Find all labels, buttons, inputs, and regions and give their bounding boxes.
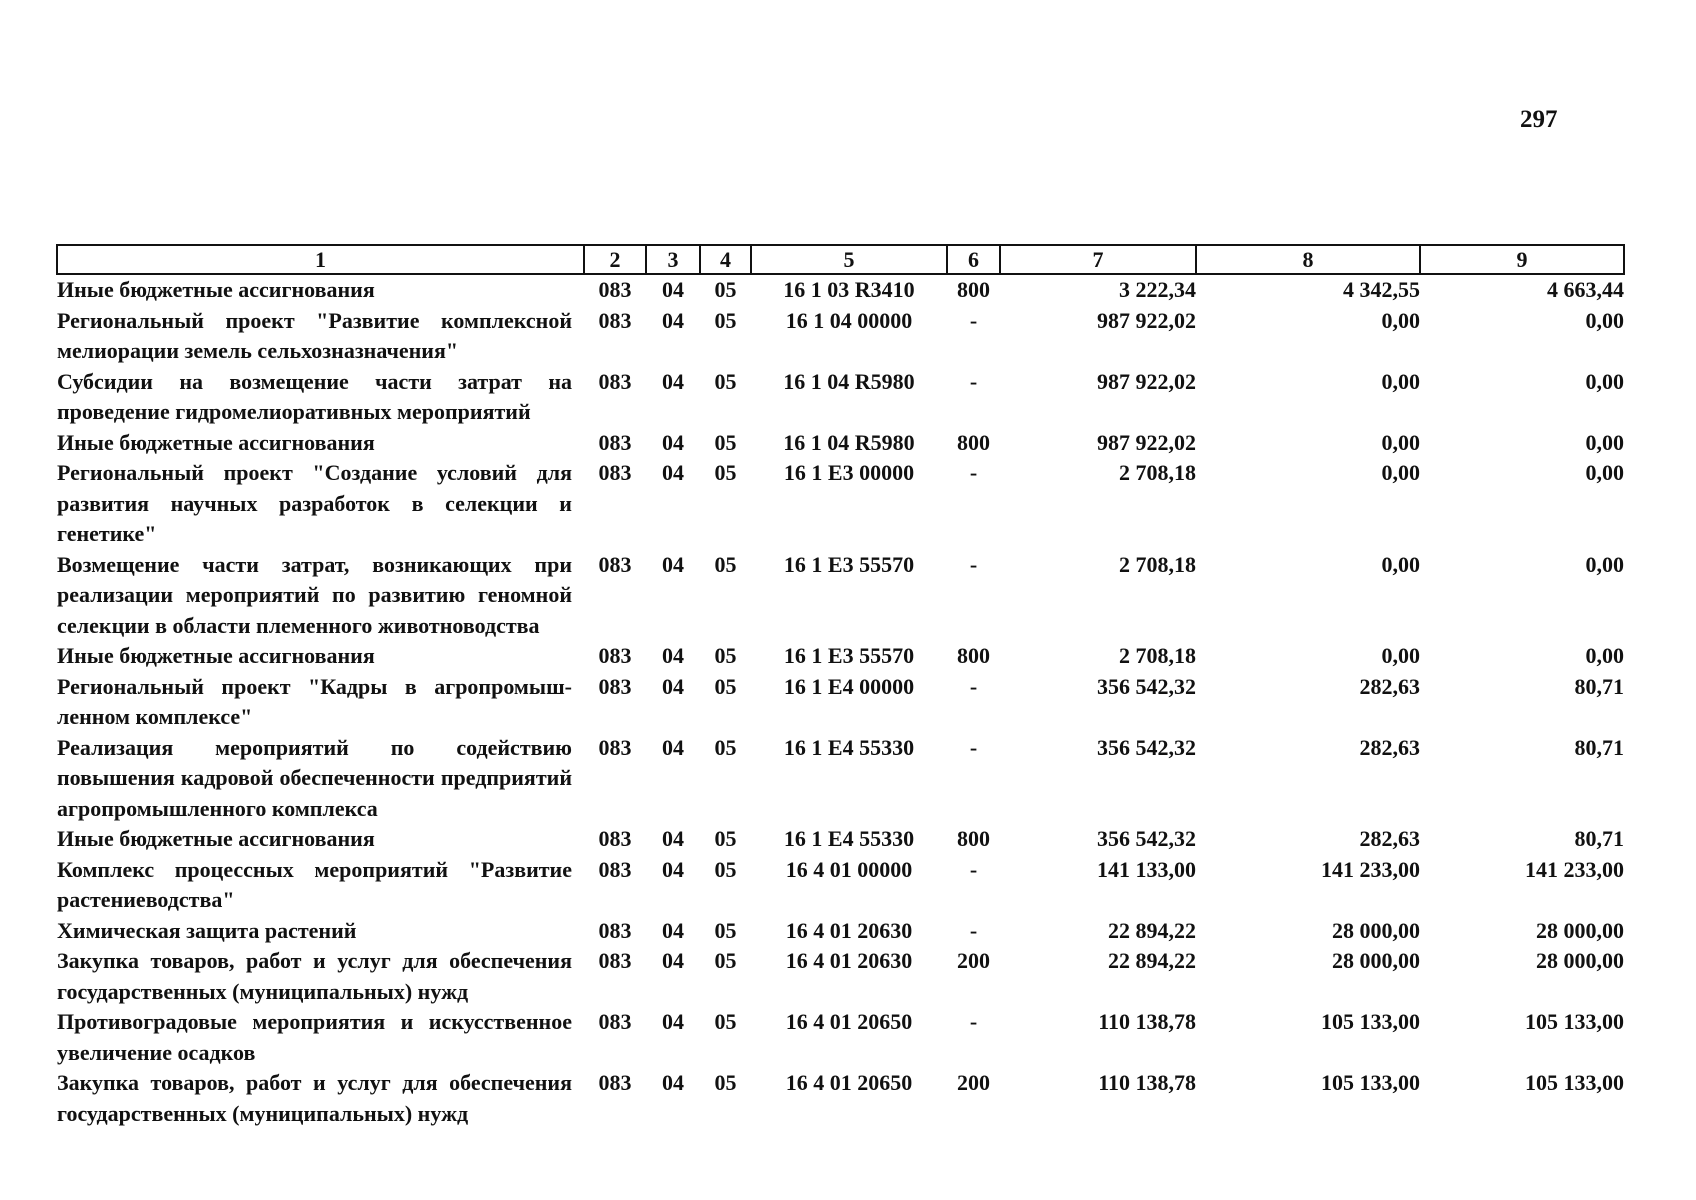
row-target-article: 16 4 01 20630 bbox=[785, 917, 913, 943]
row-subsection: 05 bbox=[714, 460, 737, 485]
row-amount-col9: 105 133,00 bbox=[1525, 1009, 1624, 1034]
table-row bbox=[57, 824, 1624, 855]
row-expense-type: - bbox=[969, 734, 978, 760]
table-row bbox=[57, 916, 1624, 947]
row-name: Закупка товаров, работ и услуг для обеспечения государственных (муниципальных) нужд bbox=[57, 948, 572, 1004]
table-row bbox=[57, 274, 1624, 306]
table-body bbox=[57, 274, 1624, 1129]
row-amount-col7: 356 542,32 bbox=[1097, 673, 1196, 699]
row-section: 04 bbox=[662, 917, 684, 943]
row-subsection: 05 bbox=[714, 307, 737, 333]
row-subsection: 05 bbox=[714, 429, 737, 455]
row-name: Иные бюджетные ассигнования bbox=[57, 643, 375, 668]
row-section: 04 bbox=[662, 429, 684, 455]
row-expense-type: 800 bbox=[957, 429, 990, 455]
row-amount-col8: 0,00 bbox=[1381, 643, 1420, 668]
row-amount-col7: 110 138,78 bbox=[1098, 1070, 1196, 1095]
row-amount-col7: 22 894,22 bbox=[1108, 917, 1196, 943]
row-expense-type: 800 bbox=[957, 643, 990, 668]
row-amount-col7: 3 222,34 bbox=[1119, 277, 1196, 302]
table-row bbox=[57, 306, 1624, 367]
row-target-article: 16 4 01 20650 bbox=[785, 1070, 913, 1095]
row-code: 083 bbox=[598, 429, 632, 455]
header-col-2: 2 bbox=[584, 245, 646, 274]
row-amount-col9: 0,00 bbox=[1585, 429, 1624, 455]
row-target-article: 16 1 E3 55570 bbox=[783, 643, 915, 668]
table-row bbox=[57, 733, 1624, 825]
row-amount-col9: 80,71 bbox=[1574, 734, 1624, 760]
row-subsection: 05 bbox=[714, 856, 737, 882]
row-amount-col9: 4 663,44 bbox=[1547, 277, 1624, 302]
row-section: 04 bbox=[662, 307, 684, 333]
row-name: Противоградовые мероприятия и искусственное увеличение осадков bbox=[57, 1009, 572, 1065]
table-row bbox=[57, 641, 1624, 672]
row-amount-col9: 141 233,00 bbox=[1525, 856, 1624, 882]
row-amount-col7: 22 894,22 bbox=[1108, 948, 1196, 973]
row-amount-col8: 282,63 bbox=[1359, 673, 1420, 699]
row-amount-col9: 105 133,00 bbox=[1525, 1070, 1624, 1095]
header-row bbox=[57, 245, 1624, 274]
row-section: 04 bbox=[662, 856, 684, 882]
row-name: Химическая защита растений bbox=[57, 917, 357, 943]
row-section: 04 bbox=[662, 368, 684, 394]
row-amount-col9: 0,00 bbox=[1585, 460, 1624, 485]
row-name: Иные бюджетные ассигнования bbox=[57, 277, 375, 302]
table-row bbox=[57, 428, 1624, 459]
row-section: 04 bbox=[662, 734, 684, 760]
row-amount-col8: 4 342,55 bbox=[1343, 277, 1420, 302]
row-amount-col7: 141 133,00 bbox=[1097, 856, 1196, 882]
row-subsection: 05 bbox=[714, 1070, 737, 1095]
row-expense-type: - bbox=[969, 1009, 978, 1034]
row-section: 04 bbox=[662, 460, 684, 485]
row-code: 083 bbox=[598, 1070, 632, 1095]
row-amount-col7: 2 708,18 bbox=[1119, 551, 1196, 577]
row-target-article: 16 1 E4 00000 bbox=[783, 673, 915, 699]
row-amount-col7: 356 542,32 bbox=[1097, 734, 1196, 760]
header-col-9: 9 bbox=[1420, 245, 1624, 274]
row-section: 04 bbox=[662, 673, 684, 699]
row-target-article: 16 4 01 20630 bbox=[785, 948, 913, 973]
row-name: Комплекс процессных мероприятий "Развитие растениеводства" bbox=[57, 856, 572, 912]
row-amount-col7: 356 542,32 bbox=[1097, 826, 1196, 851]
row-section: 04 bbox=[662, 277, 684, 302]
table-row bbox=[57, 367, 1624, 428]
row-expense-type: - bbox=[969, 307, 978, 333]
row-code: 083 bbox=[598, 826, 632, 851]
row-code: 083 bbox=[598, 277, 632, 302]
header-col-5: 5 bbox=[751, 245, 947, 274]
row-expense-type: - bbox=[969, 856, 978, 882]
row-amount-col9: 0,00 bbox=[1585, 307, 1624, 333]
table-row bbox=[57, 458, 1624, 550]
row-code: 083 bbox=[598, 460, 632, 485]
row-target-article: 16 4 01 20650 bbox=[785, 1009, 913, 1034]
row-name: Субсидии на возмещение части затрат на проведение гидромелиоративных мероприятий bbox=[57, 368, 572, 424]
row-expense-type: - bbox=[969, 917, 978, 943]
row-code: 083 bbox=[598, 948, 632, 973]
row-name: Региональный проект "Кадры в агропромыш-ленном комплексе" bbox=[57, 673, 572, 729]
row-expense-type: 200 bbox=[957, 1070, 990, 1095]
row-amount-col7: 2 708,18 bbox=[1119, 460, 1196, 485]
row-code: 083 bbox=[598, 368, 632, 394]
header-col-8: 8 bbox=[1196, 245, 1420, 274]
table-row bbox=[57, 1007, 1624, 1068]
row-amount-col8: 0,00 bbox=[1381, 307, 1420, 333]
row-amount-col9: 28 000,00 bbox=[1536, 917, 1624, 943]
header-col-7: 7 bbox=[1000, 245, 1196, 274]
row-amount-col9: 0,00 bbox=[1585, 643, 1624, 668]
page-number: 297 bbox=[1520, 106, 1558, 133]
row-subsection: 05 bbox=[714, 643, 737, 668]
row-subsection: 05 bbox=[714, 917, 737, 943]
row-amount-col9: 0,00 bbox=[1585, 551, 1624, 577]
table-header bbox=[57, 245, 1624, 274]
row-code: 083 bbox=[598, 856, 632, 882]
row-expense-type: - bbox=[969, 460, 978, 485]
row-amount-col8: 282,63 bbox=[1359, 734, 1420, 760]
row-section: 04 bbox=[662, 643, 684, 668]
budget-table bbox=[56, 244, 1625, 1129]
row-amount-col7: 110 138,78 bbox=[1098, 1009, 1196, 1034]
row-amount-col7: 987 922,02 bbox=[1097, 368, 1196, 394]
row-amount-col7: 987 922,02 bbox=[1097, 429, 1196, 455]
row-target-article: 16 1 04 00000 bbox=[785, 307, 913, 333]
row-subsection: 05 bbox=[714, 673, 737, 699]
header-col-4: 4 bbox=[700, 245, 751, 274]
row-section: 04 bbox=[662, 948, 684, 973]
row-target-article: 16 1 E4 55330 bbox=[783, 826, 915, 851]
row-amount-col8: 0,00 bbox=[1381, 460, 1420, 485]
row-amount-col8: 141 233,00 bbox=[1321, 856, 1420, 882]
table-row bbox=[57, 1068, 1624, 1129]
row-section: 04 bbox=[662, 551, 684, 577]
row-amount-col9: 80,71 bbox=[1574, 826, 1624, 851]
row-name: Иные бюджетные ассигнования bbox=[57, 826, 375, 851]
row-code: 083 bbox=[598, 1009, 632, 1034]
row-section: 04 bbox=[662, 1009, 684, 1034]
row-expense-type: 800 bbox=[957, 277, 990, 302]
row-target-article: 16 1 04 R5980 bbox=[783, 429, 915, 455]
table-row bbox=[57, 855, 1624, 916]
row-subsection: 05 bbox=[714, 1009, 737, 1034]
row-expense-type: - bbox=[969, 368, 978, 394]
header-col-1: 1 bbox=[57, 245, 584, 274]
row-amount-col9: 0,00 bbox=[1585, 368, 1624, 394]
row-expense-type: - bbox=[969, 673, 978, 699]
table-row bbox=[57, 946, 1624, 1007]
row-target-article: 16 1 03 R3410 bbox=[783, 277, 915, 302]
row-name: Возмещение части затрат, возникающих при реализации мероприятий по развитию геномной селекции в области племенного животноводства bbox=[57, 551, 572, 638]
row-code: 083 bbox=[598, 673, 632, 699]
row-amount-col8: 105 133,00 bbox=[1321, 1009, 1420, 1034]
row-target-article: 16 1 E4 55330 bbox=[783, 734, 915, 760]
row-target-article: 16 1 E3 00000 bbox=[783, 460, 915, 485]
row-subsection: 05 bbox=[714, 734, 737, 760]
row-amount-col8: 28 000,00 bbox=[1332, 917, 1420, 943]
row-expense-type: 200 bbox=[957, 948, 990, 973]
row-target-article: 16 1 E3 55570 bbox=[783, 551, 915, 577]
header-col-6: 6 bbox=[947, 245, 1000, 274]
table-row bbox=[57, 672, 1624, 733]
row-code: 083 bbox=[598, 551, 632, 577]
row-amount-col8: 0,00 bbox=[1381, 368, 1420, 394]
row-code: 083 bbox=[598, 643, 632, 668]
row-amount-col9: 80,71 bbox=[1574, 673, 1624, 699]
row-name: Реализация мероприятий по содействию повышения кадровой обеспеченности предприятий агропромышленного комплекса bbox=[57, 734, 572, 821]
row-target-article: 16 4 01 00000 bbox=[785, 856, 913, 882]
row-subsection: 05 bbox=[714, 551, 737, 577]
row-name: Иные бюджетные ассигнования bbox=[57, 429, 375, 455]
row-subsection: 05 bbox=[714, 368, 737, 394]
table-row bbox=[57, 550, 1624, 642]
row-section: 04 bbox=[662, 1070, 684, 1095]
row-amount-col7: 2 708,18 bbox=[1119, 643, 1196, 668]
row-target-article: 16 1 04 R5980 bbox=[783, 368, 915, 394]
row-expense-type: 800 bbox=[957, 826, 990, 851]
row-code: 083 bbox=[598, 917, 632, 943]
row-section: 04 bbox=[662, 826, 684, 851]
row-subsection: 05 bbox=[714, 277, 737, 302]
row-amount-col7: 987 922,02 bbox=[1097, 307, 1196, 333]
row-subsection: 05 bbox=[714, 826, 737, 851]
row-amount-col8: 28 000,00 bbox=[1332, 948, 1420, 973]
row-code: 083 bbox=[598, 734, 632, 760]
row-name: Региональный проект "Развитие комплексной мелиорации земель сельхозназначения" bbox=[57, 307, 572, 363]
row-subsection: 05 bbox=[714, 948, 737, 973]
row-expense-type: - bbox=[969, 551, 978, 577]
row-name: Закупка товаров, работ и услуг для обеспечения государственных (муниципальных) нужд bbox=[57, 1070, 572, 1126]
row-code: 083 bbox=[598, 307, 632, 333]
row-amount-col8: 105 133,00 bbox=[1321, 1070, 1420, 1095]
row-amount-col9: 28 000,00 bbox=[1536, 948, 1624, 973]
row-name: Региональный проект "Создание условий для развития научных разработок в селекции и генетике" bbox=[57, 460, 572, 546]
row-amount-col8: 0,00 bbox=[1381, 429, 1420, 455]
header-col-3: 3 bbox=[646, 245, 700, 274]
row-amount-col8: 0,00 bbox=[1381, 551, 1420, 577]
row-amount-col8: 282,63 bbox=[1359, 826, 1420, 851]
